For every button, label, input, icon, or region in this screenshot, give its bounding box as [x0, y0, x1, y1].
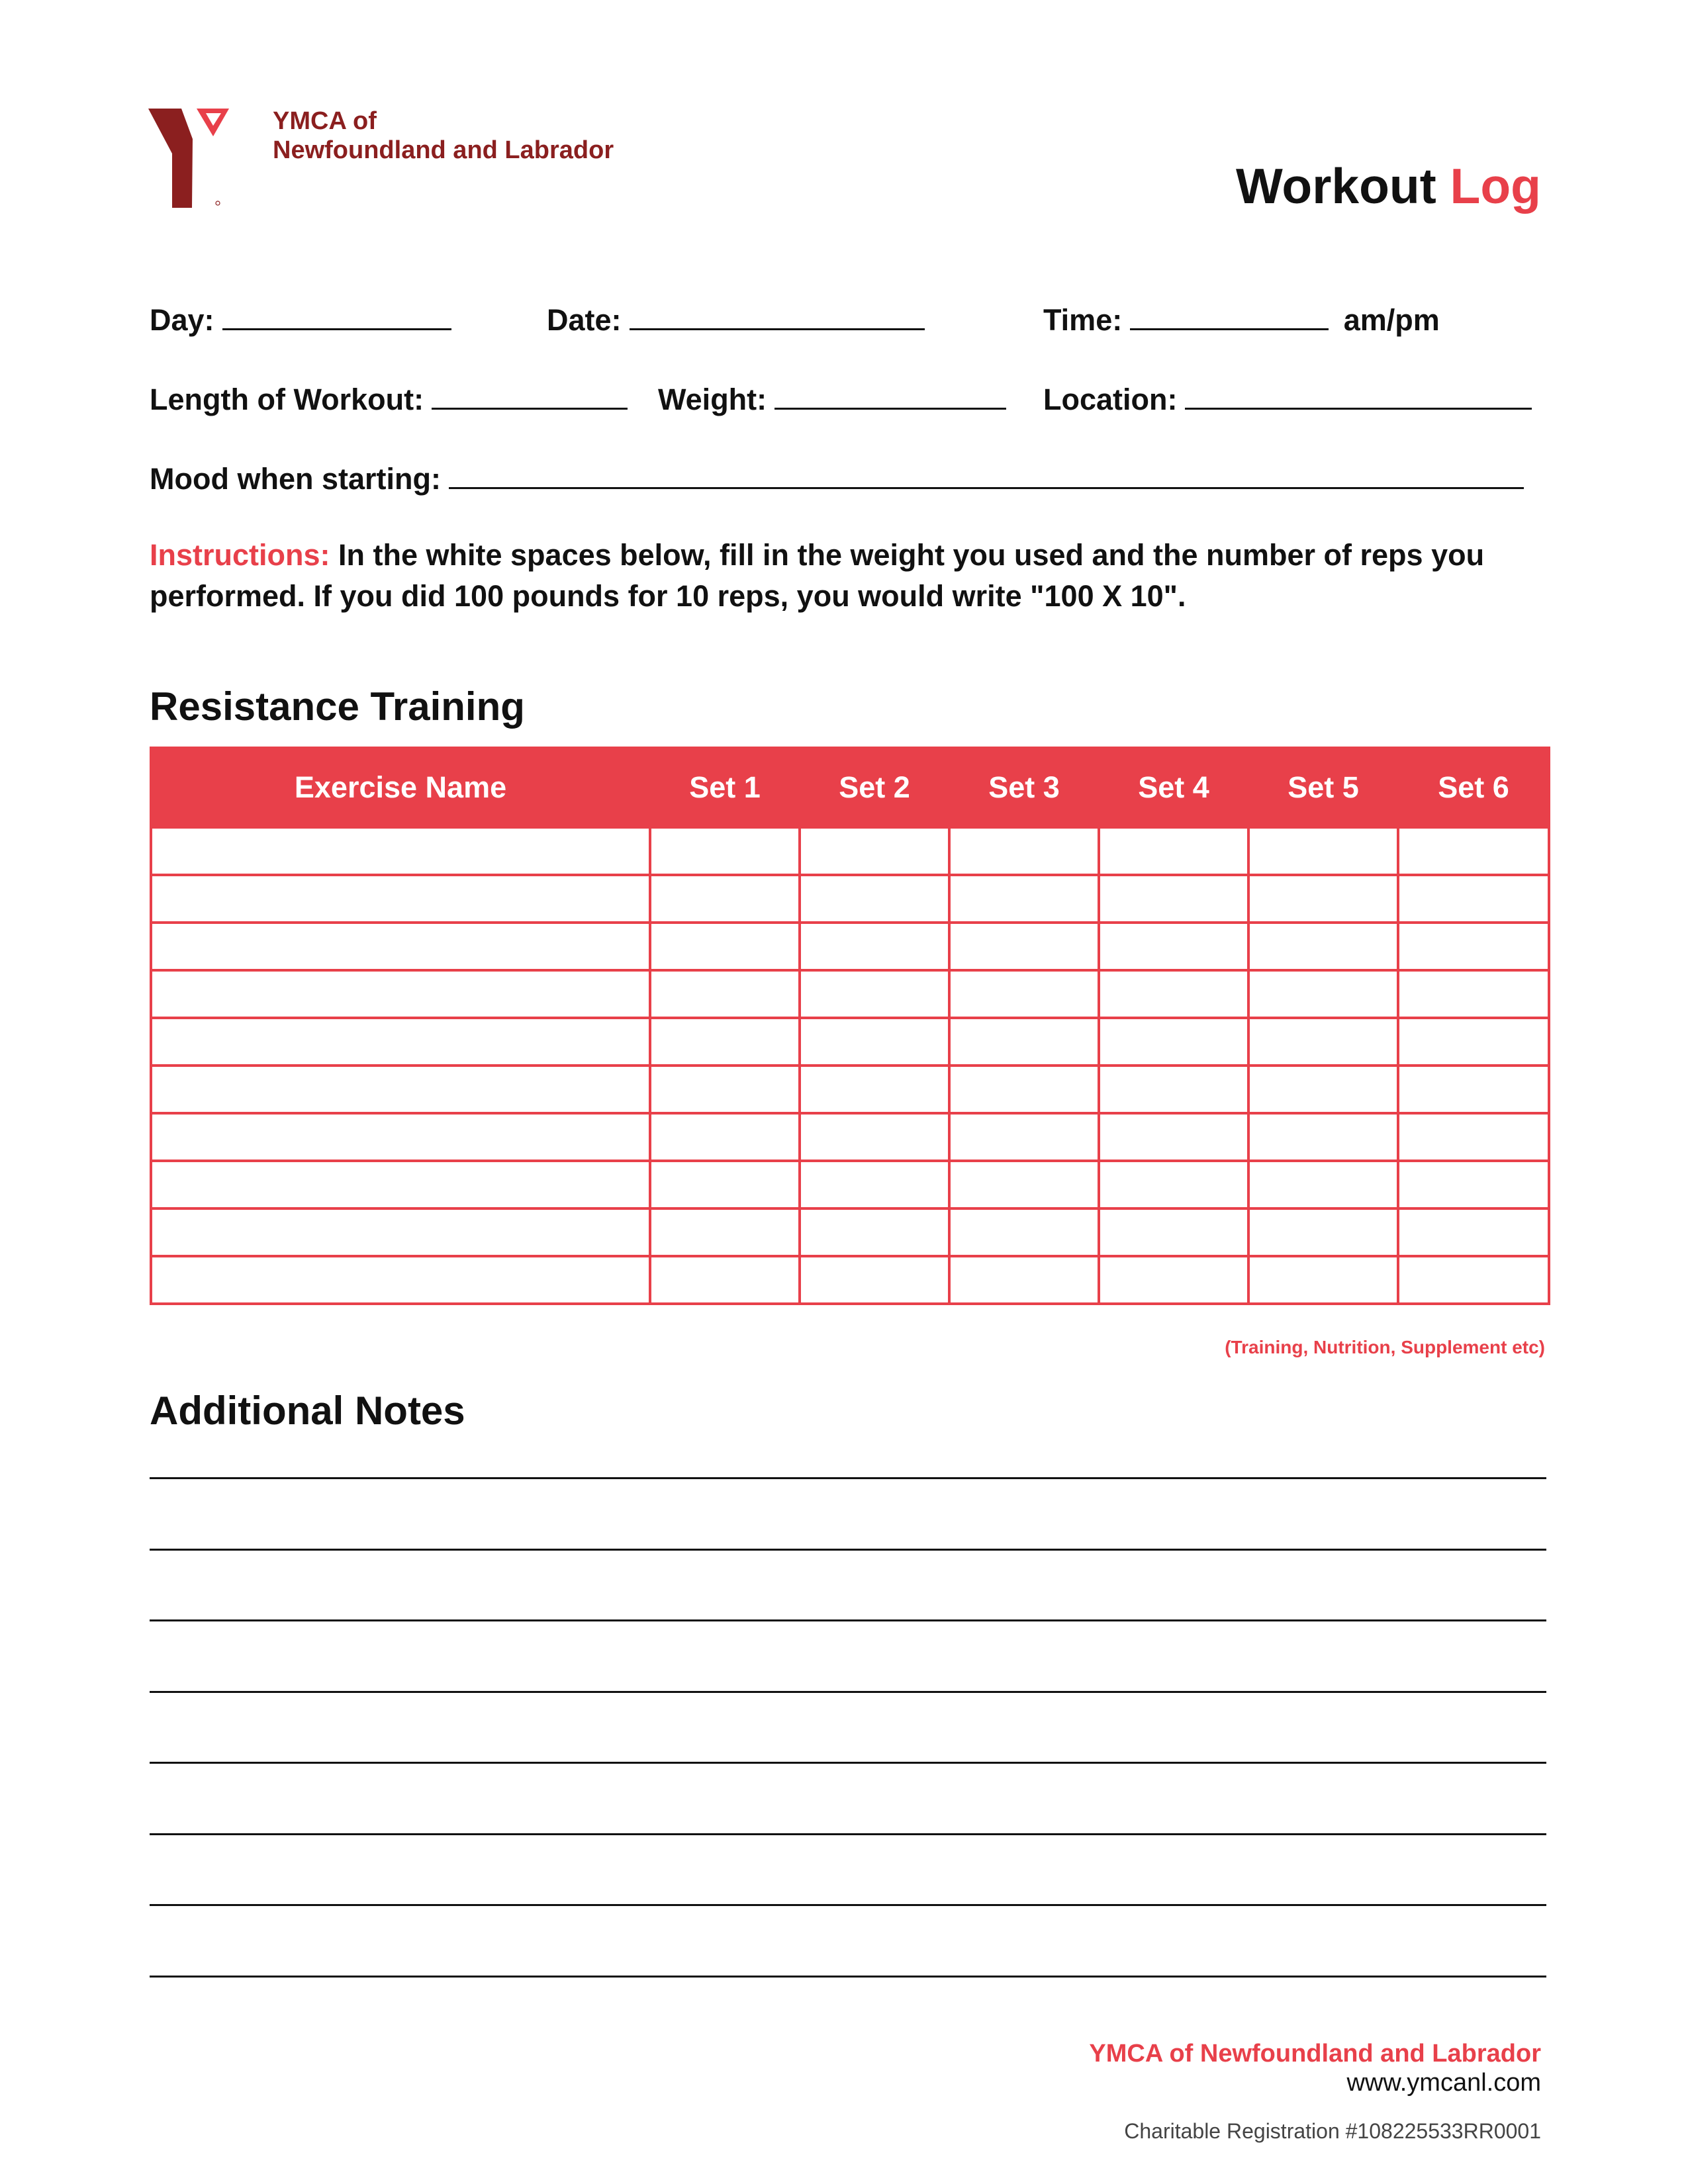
- instructions: [150, 535, 1546, 617]
- set-cell[interactable]: [949, 923, 1099, 970]
- notes-line[interactable]: [150, 1833, 1546, 1835]
- set-cell[interactable]: [650, 970, 800, 1018]
- set-cell[interactable]: [1398, 1113, 1549, 1161]
- set-cell[interactable]: [650, 923, 800, 970]
- set-cell[interactable]: [650, 1256, 800, 1304]
- table-row: [151, 1208, 1549, 1256]
- set-cell[interactable]: [949, 970, 1099, 1018]
- set-cell[interactable]: [800, 1256, 949, 1304]
- title-log: Log: [1450, 158, 1541, 214]
- length-label: Length of Workout:: [150, 383, 424, 416]
- resistance-table: [150, 747, 1550, 1305]
- org-name-line1: YMCA of: [273, 107, 377, 135]
- column-header-set: Set 3: [949, 748, 1099, 827]
- set-cell[interactable]: [1248, 1161, 1398, 1208]
- notes-line[interactable]: [150, 1477, 1546, 1479]
- set-cell[interactable]: [650, 1018, 800, 1066]
- time-label: Time:: [1043, 303, 1123, 337]
- footer-org: YMCA of Newfoundland and Labrador: [1089, 2040, 1541, 2068]
- set-cell[interactable]: [1398, 1066, 1549, 1113]
- column-header-set: Set 6: [1398, 748, 1549, 827]
- table-row: [151, 1161, 1549, 1208]
- exercise-name-cell[interactable]: [151, 970, 650, 1018]
- set-cell[interactable]: [1398, 1018, 1549, 1066]
- weight-field[interactable]: [658, 381, 1006, 414]
- exercise-name-cell[interactable]: [151, 1161, 650, 1208]
- ymca-logo-icon: [148, 109, 229, 208]
- set-cell[interactable]: [1398, 1256, 1549, 1304]
- set-cell[interactable]: [650, 1208, 800, 1256]
- table-row: [151, 1256, 1549, 1304]
- set-cell[interactable]: [1099, 875, 1248, 923]
- date-label: Date:: [547, 303, 622, 337]
- notes-line[interactable]: [150, 1976, 1546, 1978]
- table-row: [151, 1113, 1549, 1161]
- set-cell[interactable]: [650, 1066, 800, 1113]
- title-workout: Workout: [1235, 158, 1436, 214]
- table-note: (Training, Nutrition, Supplement etc): [1225, 1337, 1545, 1357]
- location-label: Location:: [1043, 383, 1178, 416]
- set-cell[interactable]: [949, 1018, 1099, 1066]
- set-cell[interactable]: [1398, 1208, 1549, 1256]
- set-cell[interactable]: [1398, 923, 1549, 970]
- set-cell[interactable]: [1248, 875, 1398, 923]
- resistance-title: Resistance Training: [150, 684, 525, 729]
- notes-line[interactable]: [150, 1904, 1546, 1906]
- table-row: [151, 970, 1549, 1018]
- exercise-name-cell[interactable]: [151, 875, 650, 923]
- set-cell[interactable]: [1248, 1018, 1398, 1066]
- set-cell[interactable]: [1248, 1066, 1398, 1113]
- set-cell[interactable]: [800, 1113, 949, 1161]
- set-cell[interactable]: [1398, 970, 1549, 1018]
- set-cell[interactable]: [1248, 1256, 1398, 1304]
- notes-title: Additional Notes: [150, 1388, 465, 1433]
- set-cell[interactable]: [1248, 1208, 1398, 1256]
- set-cell[interactable]: [1248, 827, 1398, 875]
- mood-label: Mood when starting:: [150, 462, 441, 496]
- notes-line[interactable]: [150, 1691, 1546, 1693]
- table-header-row: [151, 748, 1549, 827]
- length-field[interactable]: [150, 381, 628, 414]
- location-field[interactable]: [1043, 381, 1532, 414]
- set-cell[interactable]: [1099, 1018, 1248, 1066]
- notes-line[interactable]: [150, 1619, 1546, 1621]
- set-cell[interactable]: [949, 875, 1099, 923]
- set-cell[interactable]: [800, 923, 949, 970]
- date-blank[interactable]: [630, 302, 925, 330]
- set-cell[interactable]: [949, 1161, 1099, 1208]
- table-row: [151, 1066, 1549, 1113]
- instructions-text: In the white spaces below, fill in the weight you used and the number of reps you performed. If you did 100 pounds for 10 reps, you would write "100 X 10".: [150, 538, 1485, 613]
- set-cell[interactable]: [1099, 1161, 1248, 1208]
- set-cell[interactable]: [1248, 970, 1398, 1018]
- set-cell[interactable]: [1099, 827, 1248, 875]
- location-blank[interactable]: [1185, 381, 1532, 410]
- footer-website[interactable]: www.ymcanl.com: [1346, 2069, 1541, 2097]
- time-field[interactable]: [1043, 302, 1440, 335]
- page-title: [1235, 158, 1541, 214]
- table-row: [151, 875, 1549, 923]
- set-cell[interactable]: [949, 1256, 1099, 1304]
- exercise-name-cell[interactable]: [151, 1208, 650, 1256]
- exercise-name-cell[interactable]: [151, 1113, 650, 1161]
- set-cell[interactable]: [949, 1066, 1099, 1113]
- weight-label: Weight:: [658, 383, 767, 416]
- set-cell[interactable]: [1398, 875, 1549, 923]
- instructions-label: Instructions:: [150, 538, 330, 572]
- set-cell[interactable]: [949, 1113, 1099, 1161]
- column-header-set: Set 1: [650, 748, 800, 827]
- set-cell[interactable]: [650, 1113, 800, 1161]
- table-row: [151, 827, 1549, 875]
- set-cell[interactable]: [800, 1208, 949, 1256]
- set-cell[interactable]: [1248, 923, 1398, 970]
- set-cell[interactable]: [1099, 1256, 1248, 1304]
- set-cell[interactable]: [1099, 970, 1248, 1018]
- set-cell[interactable]: [949, 1208, 1099, 1256]
- time-suffix: am/pm: [1343, 303, 1440, 337]
- mood-field[interactable]: [150, 461, 1524, 494]
- date-field[interactable]: [547, 302, 925, 335]
- column-header-exercise: Exercise Name: [151, 748, 650, 827]
- column-header-set: Set 2: [800, 748, 949, 827]
- org-name-line2: Newfoundland and Labrador: [273, 136, 614, 164]
- table-row: [151, 1018, 1549, 1066]
- time-blank[interactable]: [1130, 302, 1329, 330]
- exercise-name-cell[interactable]: [151, 1066, 650, 1113]
- table-row: [151, 923, 1549, 970]
- exercise-name-cell[interactable]: [151, 1018, 650, 1066]
- set-cell[interactable]: [1099, 1208, 1248, 1256]
- set-cell[interactable]: [800, 1018, 949, 1066]
- weight-blank[interactable]: [774, 381, 1006, 410]
- set-cell[interactable]: [650, 875, 800, 923]
- day-blank[interactable]: [222, 302, 451, 330]
- set-cell[interactable]: [1398, 1161, 1549, 1208]
- column-header-set: Set 5: [1248, 748, 1398, 827]
- set-cell[interactable]: [800, 1161, 949, 1208]
- notes-line[interactable]: [150, 1762, 1546, 1764]
- set-cell[interactable]: [800, 875, 949, 923]
- set-cell[interactable]: [800, 970, 949, 1018]
- column-header-set: Set 4: [1099, 748, 1248, 827]
- set-cell[interactable]: [650, 1161, 800, 1208]
- day-field[interactable]: [150, 302, 451, 335]
- set-cell[interactable]: [1099, 1113, 1248, 1161]
- set-cell[interactable]: [949, 827, 1099, 875]
- length-blank[interactable]: [432, 381, 628, 410]
- set-cell[interactable]: [1398, 827, 1549, 875]
- set-cell[interactable]: [1099, 923, 1248, 970]
- exercise-name-cell[interactable]: [151, 827, 650, 875]
- set-cell[interactable]: [1099, 1066, 1248, 1113]
- day-label: Day:: [150, 303, 214, 337]
- set-cell[interactable]: [1248, 1113, 1398, 1161]
- mood-blank[interactable]: [449, 461, 1524, 489]
- exercise-name-cell[interactable]: [151, 1256, 650, 1304]
- set-cell[interactable]: [650, 827, 800, 875]
- set-cell[interactable]: [800, 1066, 949, 1113]
- notes-line[interactable]: [150, 1549, 1546, 1551]
- exercise-name-cell[interactable]: [151, 923, 650, 970]
- set-cell[interactable]: [800, 827, 949, 875]
- footer-registration: Charitable Registration #108225533RR0001: [1124, 2119, 1541, 2143]
